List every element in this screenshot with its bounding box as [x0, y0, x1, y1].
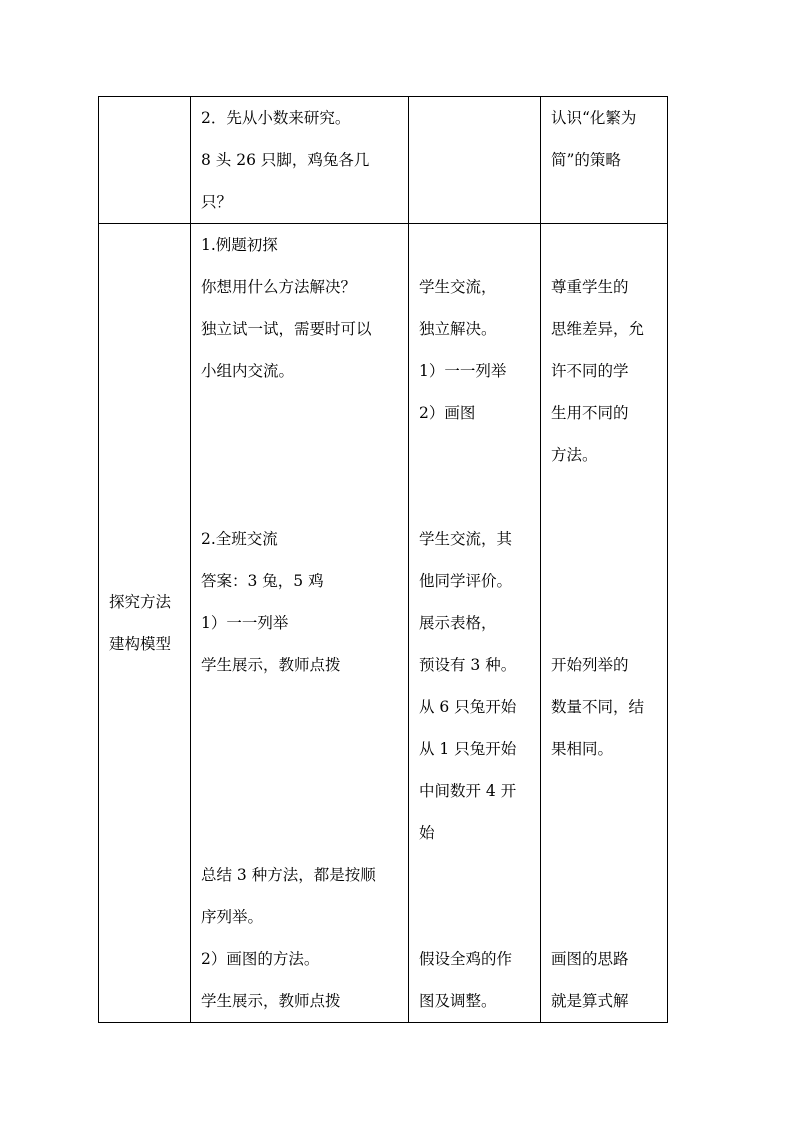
cell-line: 中间数开 4 开	[419, 782, 517, 800]
student-activity-cell	[409, 97, 541, 224]
cell-line: 小组内交流。	[201, 362, 295, 380]
lesson-plan-table	[98, 96, 668, 1023]
table-row	[99, 97, 668, 224]
cell-line: 思维差异，允	[551, 320, 645, 338]
cell-line: 1）一一列举	[201, 614, 289, 632]
cell-line: 你想用什么方法解决？	[201, 278, 357, 296]
cell-line: 开始列举的	[551, 656, 629, 674]
cell-line: 果相同。	[551, 740, 614, 758]
cell-line: 1）一一列举	[419, 362, 507, 380]
cell-line: 独立试一试，需要时可以	[201, 320, 372, 338]
cell-line: 画图的思路	[551, 950, 629, 968]
cell-line	[201, 434, 408, 476]
cell-line: 尊重学生的	[551, 278, 629, 296]
cell-line: 2．先从小数来研究。	[201, 109, 351, 127]
cell-line	[551, 896, 667, 938]
cell-line: 学生交流，其	[419, 530, 513, 548]
cell-line	[419, 476, 540, 518]
teaching-content-cell	[191, 224, 409, 1023]
design-intent-cell	[541, 97, 668, 224]
cell-line: 预设有 3 种。	[419, 656, 517, 674]
cell-line: 从 6 只兔开始	[419, 698, 517, 716]
cell-line: 始	[419, 824, 435, 842]
design-intent-cell	[541, 224, 668, 1023]
cell-line: 生用不同的	[551, 404, 629, 422]
cell-line: 独立解决。	[419, 320, 497, 338]
cell-line	[551, 770, 667, 812]
cell-line: 数量不同，结	[551, 698, 645, 716]
cell-line	[419, 224, 540, 266]
cell-line	[201, 686, 408, 728]
cell-line	[419, 896, 540, 938]
cell-line	[419, 854, 540, 896]
cell-line: 方法。	[551, 446, 598, 464]
cell-line	[201, 812, 408, 854]
cell-line: 学生展示，教师点拨	[201, 656, 341, 674]
stage-cell	[99, 224, 191, 1023]
cell-line	[551, 854, 667, 896]
cell-line: 就是算式解	[551, 992, 629, 1010]
cell-line	[201, 392, 408, 434]
cell-line	[551, 560, 667, 602]
table-row	[99, 224, 668, 1023]
cell-line: 假设全鸡的作	[419, 950, 513, 968]
cell-line	[551, 224, 667, 266]
cell-line	[419, 434, 540, 476]
cell-line: 学生展示，教师点拨	[201, 992, 341, 1010]
cell-line	[551, 476, 667, 518]
cell-line: 2.全班交流	[201, 530, 278, 548]
cell-line: 他同学评价。	[419, 572, 513, 590]
stage-cell	[99, 97, 191, 224]
teaching-content-cell	[191, 97, 409, 224]
cell-line: 1.例题初探	[201, 236, 278, 254]
cell-line: 认识“化繁为	[551, 109, 637, 127]
student-activity-cell	[409, 224, 541, 1023]
stage-label: 探究方法	[109, 593, 172, 611]
cell-line: 学生交流，	[419, 278, 497, 296]
cell-line	[201, 728, 408, 770]
cell-line: 许不同的学	[551, 362, 629, 380]
cell-line: 展示表格，	[419, 614, 497, 632]
cell-line: 只？	[201, 193, 233, 211]
cell-line: 8 头 26 只脚，鸡兔各几	[201, 151, 370, 169]
cell-line: 2）画图	[419, 404, 476, 422]
cell-line	[551, 812, 667, 854]
stage-label: 建构模型	[109, 635, 172, 653]
cell-line: 序列举。	[201, 908, 264, 926]
cell-line: 从 1 只兔开始	[419, 740, 517, 758]
cell-line: 简”的策略	[551, 151, 621, 169]
cell-line	[201, 770, 408, 812]
cell-line: 2）画图的方法。	[201, 950, 320, 968]
cell-line	[551, 602, 667, 644]
cell-line	[201, 476, 408, 518]
cell-line: 总结 3 种方法，都是按顺	[201, 866, 376, 884]
cell-line: 图及调整。	[419, 992, 497, 1010]
cell-line: 答案：3 兔，5 鸡	[201, 572, 324, 590]
cell-line	[551, 518, 667, 560]
